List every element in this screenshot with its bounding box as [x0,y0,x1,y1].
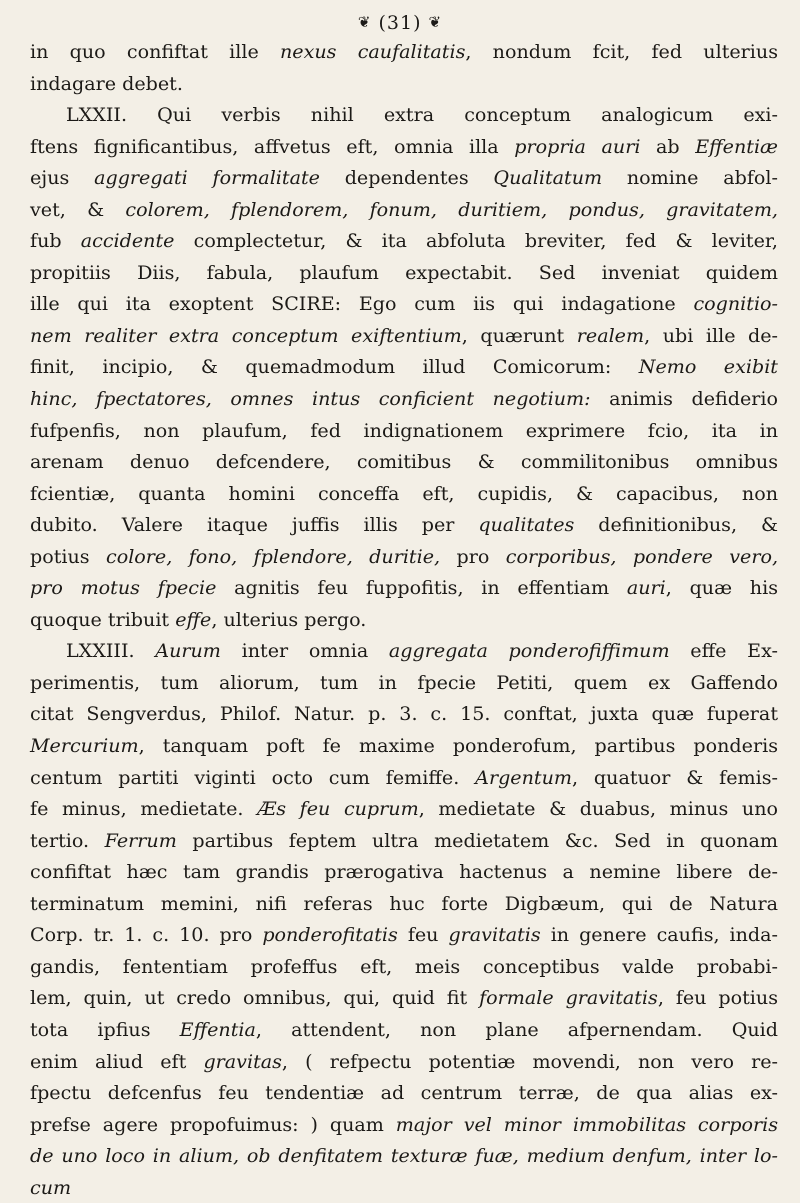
text-line [30,257,778,289]
text-line [30,320,778,352]
text-line [30,762,778,794]
text-run: Corp. tr. 1. c. 10. pro [30,923,263,947]
italic-phrase: aggregati formalitate [94,166,320,190]
italic-phrase: auri [626,576,666,600]
text-line [30,793,778,825]
text-line [30,99,778,131]
italic-phrase: formale gravitatis [479,986,658,1010]
text-run: pro [440,544,506,568]
text-line [30,698,778,730]
italic-phrase: colorem, fplendorem, fonum, duritiem, pondus, gravitatem, [125,197,778,221]
text-line [30,509,778,541]
italic-phrase: realem [576,323,645,347]
italic-phrase: cognitio- [693,292,778,316]
text-line [30,446,778,478]
text-line [30,36,778,68]
text-line [30,635,778,667]
text-run: in genere caufis, inda- [540,923,778,947]
text-run: , ubi ille de- [644,323,779,347]
text-run: quoque tribuit [30,607,176,631]
text-line [30,667,778,699]
italic-phrase: colore, fono, fplendore, duritie, [106,544,441,568]
italic-phrase: major vel minor immobilitas corporis [395,1112,778,1136]
text-run: propitiis Diis, fabula, plaufum expectabit. Sed inveniat quidem [30,260,778,284]
italic-phrase: qualitates [478,513,575,537]
text-run: , feu potius [657,986,778,1010]
text-line [30,131,778,163]
italic-phrase: pro motus fpecie [30,576,217,600]
italic-phrase: propria auri [514,134,641,158]
text-run: nomine abfol- [602,166,778,190]
text-run: animis defiderio [590,387,778,411]
text-run: vet, & [30,197,126,221]
text-line [30,825,778,857]
italic-phrase: Effentiæ [695,134,778,158]
text-line [30,162,778,194]
text-run: fcientiæ, quanta homini conceffa eft, cupidis, & capacibus, non [30,481,778,505]
fleuron-left-icon: ❦ [357,13,372,31]
text-line [30,856,778,888]
text-line [30,951,778,983]
italic-phrase: nem realiter extra conceptum exiftentium [30,323,462,347]
text-run: enim aliud eft [30,1049,204,1073]
text-run: LXXII. Qui verbis nihil extra conceptum analogicum exi- [66,103,778,127]
text-run: centum partiti viginti octo cum femiffe. [30,765,476,789]
text-line [30,919,778,951]
italic-phrase: nexus caufalitatis [280,40,466,63]
text-line [30,572,778,604]
text-line [30,982,778,1014]
text-run: dependentes [319,166,494,190]
text-run: complectetur, & ita abfoluta breviter, fed & leviter, [174,229,778,253]
italic-phrase: Ferrum [104,828,177,852]
text-run: , quatuor & femis- [571,765,778,789]
text-run: perimentis, tum aliorum, tum in fpecie Petiti, quem ex Gaffendo [30,670,778,694]
text-run: fe minus, medietate. [30,797,258,821]
text-run: , quæ his [665,576,778,600]
body-text [30,36,778,1203]
text-run: , ( refpectu potentiæ movendi, non vero re- [281,1049,778,1073]
text-run: ab [640,134,696,158]
text-run: fpectu defcenfus feu tendentiæ ad centrum terræ, de qua alias ex- [30,1081,778,1105]
italic-phrase: Effentia [179,1017,256,1041]
text-run: citat Sengverdus, Philof. Natur. p. 3. c. 15. conftat, juxta quæ fuperat [30,702,778,726]
italic-phrase: effe [175,607,212,631]
text-line [30,194,778,226]
text-line [30,888,778,920]
italic-phrase: Aurum [155,639,221,663]
text-run: gandis, fententiam profeffus eft, meis conceptibus valde probabi- [30,954,778,978]
italic-phrase: corporibus, pondere vero, [505,544,779,568]
text-run: , medietate & duabus, minus uno [418,797,778,821]
italic-phrase: Æs feu cuprum [257,797,419,821]
text-run: , ulterius pergo. [211,607,367,631]
text-run: effe Ex- [669,639,778,663]
text-line [30,1172,778,1203]
page-number: (31) [378,12,422,34]
text-line [30,68,778,100]
text-run: potius [30,544,107,568]
text-run: indagare debet. [30,71,183,95]
italic-phrase: de uno loco in alium, ob denfitatem texturæ fuæ, medium denfum, inter lo- [30,1144,778,1168]
fleuron-right-icon: ❦ [428,13,443,31]
text-line [30,730,778,762]
text-run: LXXIII. [66,639,156,663]
text-line [30,1014,778,1046]
text-run: agnitis feu fuppofitis, in effentiam [216,576,627,600]
text-run: fub [30,229,81,253]
text-run: fufpenfis, non plaufum, fed indignationem exprimere fcio, ita in [30,418,778,442]
italic-phrase: ponderofitatis [262,923,398,947]
italic-phrase: Argentum [475,765,572,789]
text-run: definitionibus, & [574,513,778,537]
text-run: ejus [30,166,95,190]
text-run: lem, quin, ut credo omnibus, qui, quid fit [30,986,480,1010]
text-run: partibus feptem ultra medietatem &c. Sed in quonam [176,828,778,852]
italic-phrase: gravitas [203,1049,282,1073]
text-line [30,1077,778,1109]
text-run: tota ipfius [30,1017,180,1041]
italic-phrase: accidente [80,229,175,253]
text-run: prefse agere propofuimus: ) quam [30,1112,396,1136]
text-run: , tanquam poft fe maxime ponderofum, partibus ponderis [138,734,778,758]
text-run: finit, incipio, & quemadmodum illud Comicorum: [30,355,639,379]
text-line [30,1140,778,1172]
italic-phrase: gravitatis [448,923,541,947]
text-run: confiftat hæc tam grandis prærogativa hactenus a nemine libere de- [30,860,778,884]
text-run: feu [397,923,449,947]
text-run: dubito. Valere itaque juffis illis per [30,513,479,537]
text-line [30,541,778,573]
text-line [30,478,778,510]
text-line [30,351,778,383]
italic-phrase: aggregata ponderofiffimum [388,639,670,663]
text-line [30,225,778,257]
text-line [30,1046,778,1078]
italic-phrase: Nemo exibit [638,355,778,379]
text-line [30,288,778,320]
text-line [30,415,778,447]
text-run: terminatum memini, nifi referas huc forte Digbæum, qui de Natura [30,891,778,915]
text-run: ftens fignificantibus, affvetus eft, omnia illa [30,134,515,158]
italic-phrase: Mercurium [30,734,139,758]
text-run: in quo confiftat ille [30,40,280,63]
text-line [30,383,778,415]
text-line [30,604,778,636]
text-run: inter omnia [220,639,389,663]
text-run: , nondum fcit, fed ulterius [465,40,779,63]
italic-phrase: hinc, fpectatores, omnes intus conficient negotium: [30,387,591,411]
text-line [30,1109,778,1141]
text-run: ille qui ita exoptent SCIRE: Ego cum iis qui indagatione [30,292,694,316]
text-run: , quærunt [461,323,577,347]
text-run: arenam denuo defcendere, comitibus & commilitonibus omnibus [30,450,778,474]
page-header [0,12,800,34]
text-run: , attendent, non plane afpernendam. Quid [255,1017,778,1041]
text-run: tertio. [30,828,105,852]
italic-phrase: Qualitatum [493,166,603,190]
italic-phrase: cum [30,1175,72,1199]
